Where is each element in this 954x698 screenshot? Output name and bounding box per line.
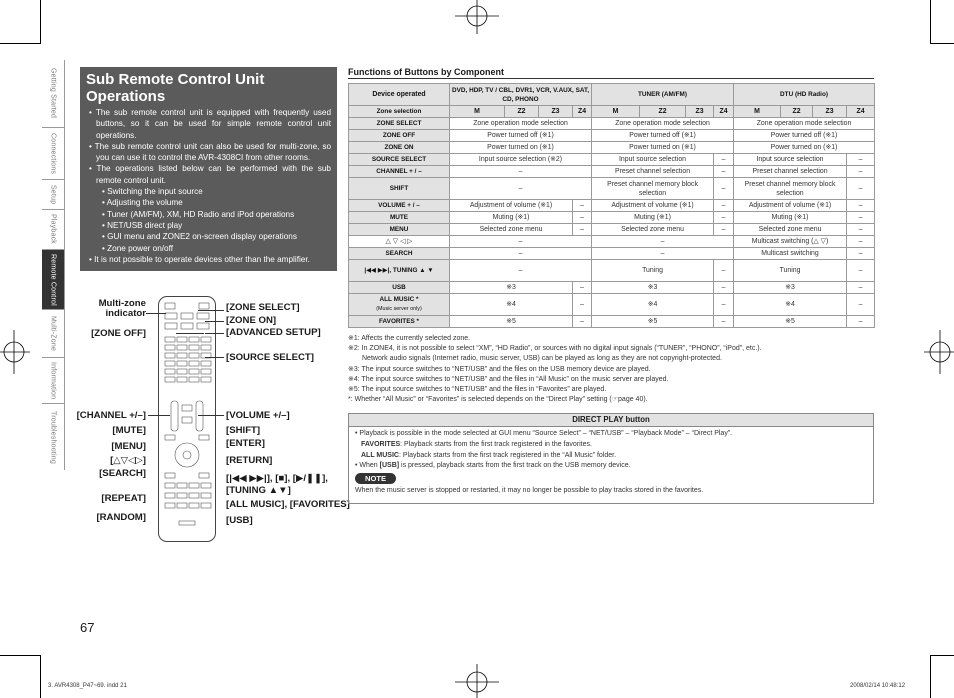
crop-mark: [930, 655, 954, 656]
direct-play-all-music: ALL MUSIC: Playback starts from the first track registered in the “All Music” folder.: [361, 451, 617, 459]
table-row: ZONE ON Power turned on (※1) Power turned on (※1) Power turned on (※1): [349, 142, 875, 154]
intro-sub-item: • Zone power on/off: [102, 243, 173, 253]
direct-play-usb: • When [USB] is pressed, playback starts from the first track on the USB memory device.: [355, 462, 631, 470]
tab-troubleshooting[interactable]: Troubleshooting: [49, 410, 57, 464]
section-title: Functions of Buttons by Component: [348, 67, 504, 77]
footnote: Network audio signals (Internet radio, music server, USB) can be played as long as they are not copyright-protected.: [362, 355, 722, 363]
crop-mark: [930, 655, 931, 698]
tab-remote-control[interactable]: Remote Control: [42, 250, 64, 310]
table-row: SHIFT – Preset channel memory block selection – Preset channel memory block selection –: [349, 178, 875, 200]
label-indicator: indicator: [105, 308, 146, 319]
intro-box: [80, 67, 337, 271]
table-row: MENU Selected zone menu – Selected zone menu – Selected zone menu –: [349, 224, 875, 236]
intro-sub-item: • Adjusting the volume: [102, 198, 183, 208]
label-multi-zone: Multi-zone: [98, 298, 146, 309]
tab-connections[interactable]: Connections: [42, 128, 64, 180]
label-return: [RETURN]: [226, 455, 273, 466]
direct-play-line: • Playback is possible in the mode selected at GUI menu “Source Select” – “NET/USB” – “Playback Mode” – “Direct Play”.: [355, 430, 733, 437]
label-enter: [ENTER]: [226, 438, 265, 449]
footnote: ※2: In ZONE4, it is not possible to select “XM”, “HD Radio”, or sources with no digital input signals (“TUNER”, “PHONO”, “iPod”, etc.).: [348, 345, 762, 353]
label-usb: [USB]: [226, 515, 253, 526]
table-row: ZONE SELECT Zone operation mode selection Zone operation mode selection Zone operation mode selection: [349, 118, 875, 130]
label-source-select: [SOURCE SELECT]: [226, 352, 314, 363]
header-group: DVD, HDP, TV / CBL, DVR1, VCR, V.AUX, SAT, CD, PHONO: [450, 84, 592, 106]
crop-mark: [0, 43, 40, 44]
crop-mark: [930, 43, 954, 44]
label-volume: [VOLUME +/–]: [226, 410, 290, 421]
table-row: CHANNEL + / – – Preset channel selection – Preset channel selection –: [349, 166, 875, 178]
label-search: [SEARCH]: [99, 468, 146, 479]
header-device-operated: Device operated: [349, 84, 450, 106]
intro-sub-item: • GUI menu and ZONE2 on-screen display operations: [102, 232, 297, 242]
label-zone-on: [ZONE ON]: [226, 315, 277, 326]
registration-mark: [455, 0, 499, 34]
label-random: [RANDOM]: [96, 512, 146, 523]
intro-sub-item: • NET/USB direct play: [102, 220, 183, 230]
crop-mark: [930, 0, 931, 44]
zone-header: M: [592, 106, 640, 118]
zone-header: Z2: [505, 106, 539, 118]
label-tuning: [TUNING ▲▼]: [226, 485, 291, 496]
leader-line: [148, 415, 170, 416]
intro-bullet: • It is not possible to operate devices other than the amplifier.: [89, 254, 310, 264]
label-zone-off: [ZONE OFF]: [91, 328, 146, 339]
intro-sub-item: • Tuner (AM/FM), XM, HD Radio and iPod operations: [102, 209, 295, 219]
zone-header: Z3: [813, 106, 847, 118]
intro-bullet: • The operations listed below can be performed with the sub remote control unit.: [89, 164, 331, 185]
zone-header: Z2: [640, 106, 686, 118]
header-group: TUNER (AM/FM): [592, 84, 734, 106]
intro-bullet: • The sub remote control unit is equipped with frequently used buttons, so it can be used for simple remote control unit operations.: [89, 108, 331, 140]
leader-line: [146, 313, 166, 314]
zone-header: Z3: [539, 106, 573, 118]
page-number: 67: [80, 620, 95, 635]
tab-information[interactable]: Information: [42, 358, 64, 404]
footer-file: 3. AVR4308_P47~69. indd 21: [48, 683, 127, 689]
table-row: SEARCH – – Multicast switching –: [349, 248, 875, 260]
footnote: ※1: Affects the currently selected zone.: [348, 335, 471, 342]
leader-line: [205, 357, 224, 358]
label-advanced-setup: [ADVANCED SETUP]: [226, 327, 321, 338]
leader-line: [205, 333, 224, 334]
table-row: SOURCE SELECT Input source selection (※2) Input source selection – Input source selection –: [349, 154, 875, 166]
note-badge: NOTE: [355, 473, 396, 484]
table-row: MUTE Muting (※1) – Muting (※1) – Muting (※1) –: [349, 212, 875, 224]
direct-play-title: DIRECT PLAY button: [349, 414, 873, 427]
crop-mark: [40, 0, 41, 44]
header-zone-selection: Zone selection: [349, 106, 450, 118]
intro-sub-item: • Switching the input source: [102, 187, 203, 197]
label-zone-select: [ZONE SELECT]: [226, 302, 300, 313]
label-cursor: [△▽◁▷]: [110, 455, 146, 466]
table-row: USB ※3 – ※3 – ※3 –: [349, 282, 875, 294]
leader-line: [176, 333, 204, 334]
footnotes: [348, 334, 878, 405]
tab-multi-zone[interactable]: Multi-Zone: [42, 310, 64, 358]
zone-header: M: [734, 106, 781, 118]
table-row: |◀◀ ▶▶|, TUNING ▲ ▼ – Tuning – Tuning –: [349, 260, 875, 282]
label-mute: [MUTE]: [112, 425, 146, 436]
registration-mark: [455, 664, 499, 698]
leader-line: [198, 310, 224, 311]
table-row: FAVORITES * ※5 – ※5 – ※5 –: [349, 316, 875, 328]
table-row: VOLUME + / – Adjustment of volume (※1) – Adjustment of volume (※1) – Adjustment of volume (※1) –: [349, 200, 875, 212]
section-tabs: [42, 60, 65, 470]
tab-playback[interactable]: Playback: [42, 210, 64, 250]
note-text: When the music server is stopped or restarted, it may no longer be possible to play tracks stored in the favorites.: [355, 486, 704, 494]
header-group: DTU (HD Radio): [734, 84, 875, 106]
zone-header: M: [450, 106, 505, 118]
label-shift: [SHIFT]: [226, 425, 261, 436]
tab-setup[interactable]: Setup: [42, 180, 64, 210]
footer-timestamp: 2008/02/14 10:48:12: [850, 683, 906, 689]
direct-play-box: [348, 413, 874, 504]
zone-header: Z4: [573, 106, 592, 118]
zone-header: Z4: [847, 106, 875, 118]
footnote: *: Whether “All Music” or “Favorites” is selected depends on the “Direct Play” setting (☞page 40).: [348, 396, 648, 404]
divider: [348, 78, 874, 79]
page-title: Sub Remote Control Unit Operations: [86, 71, 265, 105]
label-all-music-favorites: [ALL MUSIC], [FAVORITES]: [226, 499, 350, 510]
crop-mark: [0, 655, 40, 656]
registration-mark: [924, 330, 954, 374]
footnote: ※3: The input source switches to “NET/USB” and the files on the USB memory device are played.: [348, 365, 651, 373]
functions-table: [348, 83, 875, 328]
zone-header: Z4: [714, 106, 734, 118]
label-channel: [CHANNEL +/–]: [76, 410, 146, 421]
registration-mark: [0, 330, 30, 374]
intro-bullet: • The sub remote control unit can also be used for multi-zone, so you can use it to control the AVR-4308CI from other rooms.: [89, 141, 331, 163]
label-transport: [|◀◀ ▶▶|], [■], [▶/❚❚],: [226, 473, 328, 484]
leader-line: [205, 321, 224, 322]
zone-header: Z3: [686, 106, 714, 118]
tab-getting-started[interactable]: Getting Started: [42, 60, 64, 128]
label-menu: [MENU]: [111, 441, 146, 452]
table-row: △ ▽ ◁ ▷ – – Multicast switching (△ ▽) –: [349, 236, 875, 248]
zone-header: Z2: [781, 106, 813, 118]
table-row: ALL MUSIC * (Music server only) ※4 – ※4 – ※4 –: [349, 294, 875, 316]
footnote: ※5: The input source switches to “NET/USB” and the files in “Favorites” are played.: [348, 386, 607, 394]
crop-mark: [40, 655, 41, 698]
direct-play-favorites: FAVORITES: Playback starts from the first track registered in the favorites.: [361, 440, 592, 448]
footnote: ※4: The input source switches to “NET/USB” and the files in “All Music” on the music server are played.: [348, 375, 669, 383]
leader-line: [198, 415, 224, 416]
label-repeat: [REPEAT]: [101, 493, 146, 504]
table-row: ZONE OFF Power turned off (※1) Power turned off (※1) Power turned off (※1): [349, 130, 875, 142]
